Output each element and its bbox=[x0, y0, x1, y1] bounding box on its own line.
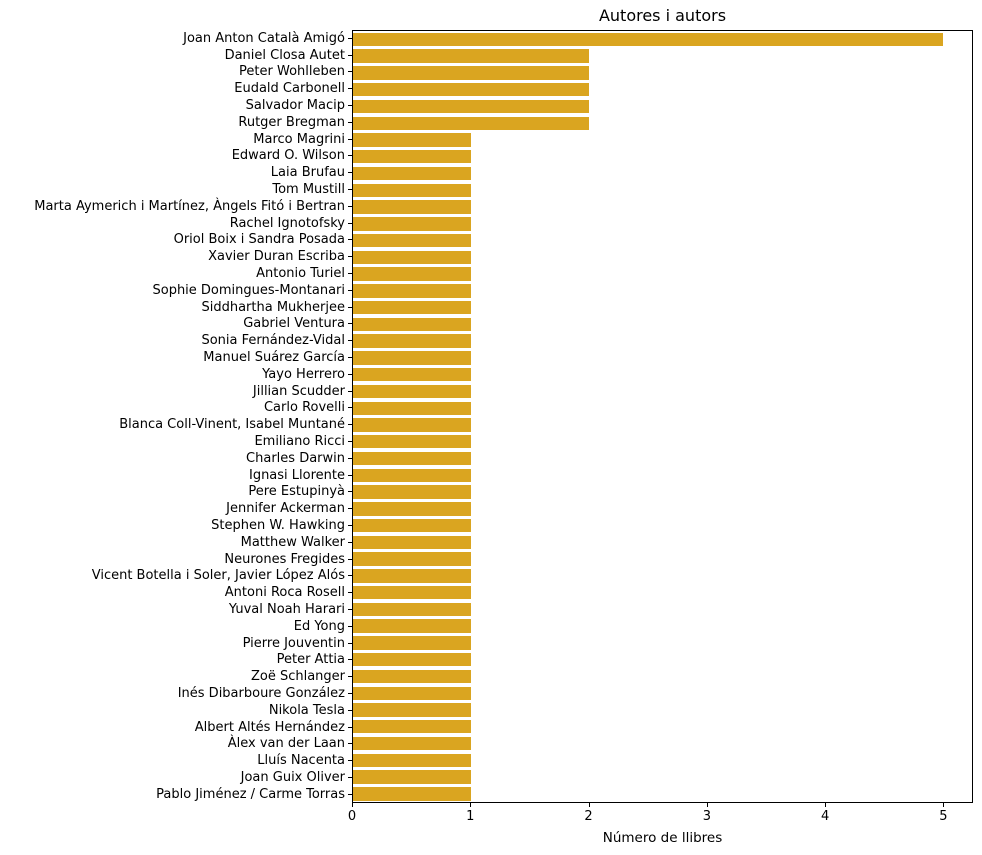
x-tick-label: 2 bbox=[584, 809, 593, 824]
bar-row bbox=[353, 266, 972, 283]
y-tick-label: Antoni Roca Rosell bbox=[224, 585, 345, 601]
y-tick-label: Antonio Turiel bbox=[256, 266, 345, 282]
y-axis-row bbox=[0, 131, 352, 148]
y-axis-row bbox=[0, 316, 352, 333]
bar-row bbox=[353, 635, 972, 652]
y-tick-label: Pere Estupinyà bbox=[248, 484, 345, 500]
bar bbox=[353, 703, 471, 716]
bar-row bbox=[353, 98, 972, 115]
bar bbox=[353, 502, 471, 515]
bar-row bbox=[353, 316, 972, 333]
y-tick-label: Ed Yong bbox=[293, 618, 345, 634]
y-tick-label: Yuval Noah Harari bbox=[228, 601, 345, 617]
bar-row bbox=[353, 534, 972, 551]
bar-row bbox=[353, 383, 972, 400]
y-tick-label: Pierre Jouventin bbox=[242, 635, 345, 651]
bar bbox=[353, 368, 471, 381]
y-tick-label: Emiliano Ricci bbox=[254, 434, 345, 450]
bar-row bbox=[353, 65, 972, 82]
chart-title: Autores i autors bbox=[598, 6, 727, 25]
y-axis-row bbox=[0, 64, 352, 81]
y-axis bbox=[0, 30, 352, 803]
y-tick-label: Siddhartha Mukherjee bbox=[201, 299, 345, 315]
y-axis-row bbox=[0, 735, 352, 752]
y-axis-row bbox=[0, 534, 352, 551]
y-tick-label: Matthew Walker bbox=[240, 534, 345, 550]
bar bbox=[353, 603, 471, 616]
y-tick-label: Xavier Duran Escriba bbox=[208, 249, 345, 265]
x-tick-label: 4 bbox=[821, 809, 830, 824]
bar bbox=[353, 687, 471, 700]
bar-row bbox=[353, 500, 972, 517]
y-tick-label: Sophie Domingues-Montanari bbox=[152, 282, 345, 298]
bar bbox=[353, 334, 471, 347]
y-axis-row bbox=[0, 551, 352, 568]
y-axis-row bbox=[0, 47, 352, 64]
y-tick-label: Gabriel Ventura bbox=[243, 316, 345, 332]
y-tick-label: Oriol Boix i Sandra Posada bbox=[173, 232, 345, 248]
bar bbox=[353, 770, 471, 783]
y-tick-label: Nikola Tesla bbox=[268, 702, 345, 718]
x-tick-mark bbox=[352, 803, 353, 807]
y-axis-row bbox=[0, 366, 352, 383]
bar-row bbox=[353, 735, 972, 752]
bar bbox=[353, 787, 471, 800]
y-axis-row bbox=[0, 484, 352, 501]
bar bbox=[353, 720, 471, 733]
y-tick-label: Peter Attia bbox=[276, 652, 345, 668]
x-axis-title: Número de llibres bbox=[602, 830, 723, 846]
bar bbox=[353, 653, 471, 666]
y-axis-row bbox=[0, 215, 352, 232]
x-tick-mark bbox=[470, 803, 471, 807]
bar-row bbox=[353, 31, 972, 48]
bar-row bbox=[353, 165, 972, 182]
x-tick-label: 1 bbox=[466, 809, 475, 824]
y-axis-row bbox=[0, 30, 352, 47]
bar bbox=[353, 469, 471, 482]
bar bbox=[353, 49, 589, 62]
y-tick-label: Pablo Jiménez / Carme Torras bbox=[156, 786, 345, 802]
bar-row bbox=[353, 685, 972, 702]
y-axis-row bbox=[0, 299, 352, 316]
y-axis-row bbox=[0, 568, 352, 585]
y-tick-label: Joan Anton Català Amigó bbox=[183, 30, 345, 46]
bar bbox=[353, 754, 471, 767]
bar bbox=[353, 251, 471, 264]
y-axis-row bbox=[0, 332, 352, 349]
y-axis-row bbox=[0, 97, 352, 114]
bar-row bbox=[353, 433, 972, 450]
y-tick-label: Jillian Scudder bbox=[252, 383, 345, 399]
bar bbox=[353, 435, 471, 448]
y-tick-label: Rutger Bregman bbox=[238, 114, 345, 130]
bar bbox=[353, 200, 471, 213]
y-axis-row bbox=[0, 349, 352, 366]
y-tick-label: Àlex van der Laan bbox=[227, 736, 345, 752]
bar bbox=[353, 217, 471, 230]
bar-row bbox=[353, 651, 972, 668]
bar-row bbox=[353, 702, 972, 719]
bar bbox=[353, 385, 471, 398]
bar bbox=[353, 536, 471, 549]
y-tick-label: Marta Aymerich i Martínez, Àngels Fitó i Bertran bbox=[34, 198, 345, 214]
y-axis-row bbox=[0, 685, 352, 702]
bar-row bbox=[353, 333, 972, 350]
y-tick-label: Lluís Nacenta bbox=[257, 753, 345, 769]
y-axis-row bbox=[0, 282, 352, 299]
bar-row bbox=[353, 467, 972, 484]
y-axis-row bbox=[0, 651, 352, 668]
y-axis-row bbox=[0, 164, 352, 181]
bar-row bbox=[353, 299, 972, 316]
y-tick-label: Stephen W. Hawking bbox=[211, 518, 345, 533]
y-tick-label: Inés Dibarboure González bbox=[177, 685, 345, 701]
bar bbox=[353, 117, 589, 130]
bar bbox=[353, 83, 589, 96]
bar bbox=[353, 452, 471, 465]
y-axis-row bbox=[0, 248, 352, 265]
y-axis-row bbox=[0, 148, 352, 165]
y-tick-label: Edward O. Wilson bbox=[231, 148, 345, 164]
x-tick-mark bbox=[943, 803, 944, 807]
bar bbox=[353, 318, 471, 331]
bar-row bbox=[353, 450, 972, 467]
bar bbox=[353, 351, 471, 364]
y-axis-row bbox=[0, 769, 352, 786]
bar bbox=[353, 569, 471, 582]
bar-row bbox=[353, 199, 972, 216]
y-axis-row bbox=[0, 467, 352, 484]
y-tick-label: Sonia Fernández-Vidal bbox=[201, 333, 345, 349]
bar-row bbox=[353, 568, 972, 585]
y-axis-row bbox=[0, 232, 352, 249]
bar bbox=[353, 418, 471, 431]
y-axis-row bbox=[0, 635, 352, 652]
y-axis-row bbox=[0, 786, 352, 803]
y-tick-label: Neurones Fregides bbox=[224, 551, 345, 567]
y-axis-row bbox=[0, 450, 352, 467]
y-tick-label: Rachel Ignotofsky bbox=[229, 215, 345, 231]
bar-row bbox=[353, 618, 972, 635]
bar-row bbox=[353, 115, 972, 132]
bar bbox=[353, 267, 471, 280]
bar-row bbox=[353, 215, 972, 232]
y-axis-row bbox=[0, 383, 352, 400]
y-axis-row bbox=[0, 618, 352, 635]
y-tick-label: Blanca Coll-Vinent, Isabel Muntané bbox=[119, 417, 345, 433]
y-axis-row bbox=[0, 719, 352, 736]
y-axis-row bbox=[0, 265, 352, 282]
y-tick-label: Eudald Carbonell bbox=[234, 81, 345, 97]
y-axis-row bbox=[0, 500, 352, 517]
bar-row bbox=[353, 584, 972, 601]
bar-row bbox=[353, 484, 972, 501]
y-tick-label: Vicent Botella i Soler, Javier López Alós bbox=[91, 568, 345, 584]
bar bbox=[353, 586, 471, 599]
bar bbox=[353, 66, 589, 79]
y-tick-label: Zoë Schlanger bbox=[250, 669, 345, 685]
y-axis-row bbox=[0, 80, 352, 97]
y-tick-label: Laia Brufau bbox=[270, 165, 345, 181]
bar-row bbox=[353, 752, 972, 769]
x-tick-label: 0 bbox=[347, 809, 357, 824]
bar-row bbox=[353, 132, 972, 149]
y-tick-label: Tom Mustill bbox=[272, 182, 345, 198]
bar bbox=[353, 301, 471, 314]
bar-row bbox=[353, 249, 972, 266]
y-axis-row bbox=[0, 416, 352, 433]
y-axis-row bbox=[0, 400, 352, 417]
bar-row bbox=[353, 517, 972, 534]
y-tick-label: Ignasi Llorente bbox=[248, 467, 345, 483]
bar-row bbox=[353, 232, 972, 249]
x-tick-mark bbox=[589, 803, 590, 807]
bar-row bbox=[353, 551, 972, 568]
bar bbox=[353, 552, 471, 565]
y-axis-row bbox=[0, 584, 352, 601]
y-tick-label: Marco Magrini bbox=[253, 131, 345, 147]
bar-row bbox=[353, 48, 972, 65]
bar-row bbox=[353, 400, 972, 417]
bar bbox=[353, 167, 471, 180]
bar-row bbox=[353, 785, 972, 802]
bar-row bbox=[353, 148, 972, 165]
y-tick-label: Joan Guix Oliver bbox=[240, 769, 345, 785]
bar-row bbox=[353, 350, 972, 367]
bar bbox=[353, 619, 471, 632]
bar bbox=[353, 519, 471, 532]
y-tick-label: Charles Darwin bbox=[246, 450, 345, 466]
bar bbox=[353, 485, 471, 498]
bar bbox=[353, 670, 471, 683]
bar bbox=[353, 150, 471, 163]
bar-row bbox=[353, 366, 972, 383]
bar bbox=[353, 234, 471, 247]
x-tick-label: 3 bbox=[702, 809, 711, 824]
bar-row bbox=[353, 417, 972, 434]
y-axis-row bbox=[0, 517, 352, 534]
y-axis-row bbox=[0, 668, 352, 685]
bar bbox=[353, 184, 471, 197]
y-tick-label: Manuel Suárez García bbox=[203, 350, 345, 366]
y-tick-label: Daniel Closa Autet bbox=[224, 47, 345, 63]
bar bbox=[353, 33, 943, 46]
bar-row bbox=[353, 182, 972, 199]
bar-row bbox=[353, 769, 972, 786]
y-axis-row bbox=[0, 181, 352, 198]
bar bbox=[353, 636, 471, 649]
bar bbox=[353, 133, 471, 146]
bar bbox=[353, 402, 471, 415]
bar-row bbox=[353, 282, 972, 299]
y-axis-row bbox=[0, 752, 352, 769]
bar-row bbox=[353, 668, 972, 685]
y-axis-row bbox=[0, 114, 352, 131]
x-tick-mark bbox=[707, 803, 708, 807]
y-axis-row bbox=[0, 198, 352, 215]
y-tick-label: Albert Altés Hernández bbox=[194, 719, 345, 735]
bar bbox=[353, 100, 589, 113]
y-tick-label: Carlo Rovelli bbox=[263, 400, 345, 416]
y-tick-label: Peter Wohlleben bbox=[239, 64, 345, 80]
y-tick-label: Yayo Herrero bbox=[262, 366, 345, 382]
y-axis-row bbox=[0, 601, 352, 618]
x-tick-label: 5 bbox=[939, 809, 948, 824]
bar bbox=[353, 284, 471, 297]
bar-row bbox=[353, 718, 972, 735]
y-axis-row bbox=[0, 433, 352, 450]
bar-row bbox=[353, 81, 972, 98]
bar bbox=[353, 737, 471, 750]
y-tick-label: Jennifer Ackerman bbox=[226, 501, 345, 517]
bar-row bbox=[353, 601, 972, 618]
x-tick-mark bbox=[825, 803, 826, 807]
plot-area bbox=[352, 30, 973, 803]
y-axis-row bbox=[0, 702, 352, 719]
y-tick-label: Salvador Macip bbox=[245, 98, 345, 114]
